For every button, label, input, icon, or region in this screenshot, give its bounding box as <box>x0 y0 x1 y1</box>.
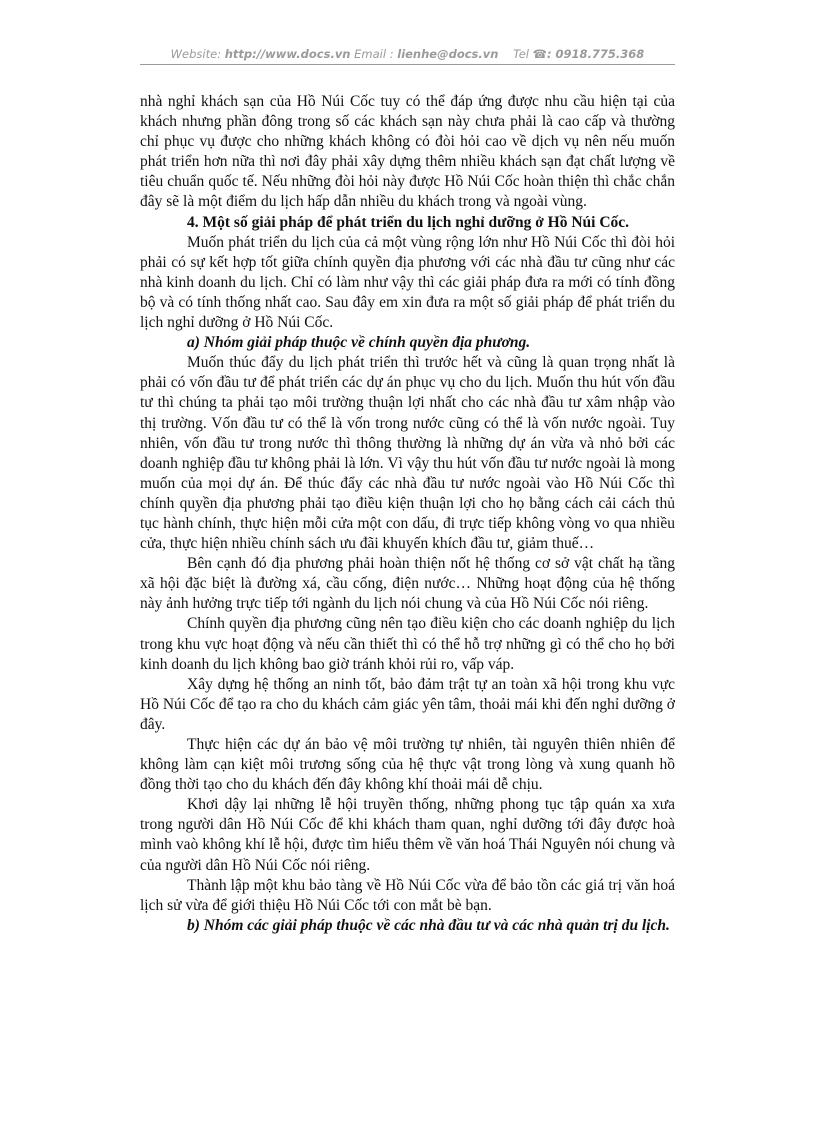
tel-number: : 0918.775.368 <box>546 47 645 61</box>
paragraph-9: Thành lập một khu bảo tàng về Hồ Núi Cốc vừa để bảo tồn các giá trị văn hoá lịch sử vừa để giới thiệu Hồ Núi Cốc tới con mắt bè bạn. <box>140 876 675 914</box>
paragraph-6: Xây dựng hệ thống an ninh tốt, bảo đảm trật tự an toàn xã hội trong khu vực Hồ Núi Cốc để tạo ra cho du khách cảm giác yên tâm, thoải mái khi đến nghỉ dưỡng ở đây. <box>140 675 675 733</box>
subheading-b: b) Nhóm các giải pháp thuộc về các nhà đầu tư và các nhà quản trị du lịch. <box>187 916 670 934</box>
tel-label: Tel <box>513 47 529 61</box>
paragraph-7: Thực hiện các dự án bảo vệ môi trường tự nhiên, tài nguyên thiên nhiên để không làm cạn kiệt môi trương sống của hệ thực vật trong lòng và xung quanh hồ đồng thời tạo cho du khách đến đây không khí thoải mái dễ chịu. <box>140 736 675 794</box>
paragraph-1: nhà nghỉ khách sạn của Hồ Núi Cốc tuy có thể đáp ứng được nhu cầu hiện tại của khách nhưng phần đông trong số các khách sạn này chưa phải là cao cấp và thường chỉ phục vụ được cho những khách không có đòi hỏi cao về dịch vụ nên nếu muốn phát triển hơn nữa thì nơi đây phải xây dựng thêm nhiều khách sạn đạt chất lượng về tiêu chuẩn quốc tế. Nếu những đòi hỏi này được Hồ Núi Cốc hoàn thiện thì chắc chắn đây sẽ là một điểm du lịch hấp dẫn nhiều du khách trong và ngoài vùng. <box>140 93 675 211</box>
paragraph-2: Muốn phát triển du lịch của cả một vùng rộng lớn như Hồ Núi Cốc thì đòi hỏi phải có sự kết hợp tốt giữa chính quyền địa phương với các nhà đầu tư cũng như các nhà kinh doanh du lịch. Chỉ có làm như vậy thì các giải pháp đưa ra mới có tính đồng bộ và có tính thống nhất cao. Sau đây em xin đưa ra một số giải pháp để phát triển du lịch nghỉ dưỡng ở Hồ Núi Cốc. <box>140 233 675 332</box>
paragraph-3: Muốn thúc đẩy du lịch phát triển thì trước hết và cũng là quan trọng nhất là phải có vốn đầu tư để phát triển các dự án phục vụ cho du lịch. Muốn thu hút vốn đầu tư thì chúng ta phải tạo môi trường thuận lợi nhất cho các nhà đầu tư xâm nhập vào thị trường. Vốn đầu tư có thể là vốn trong nước cũng có thể là vốn nước ngoài. Tuy nhiên, vốn đầu tư trong nước thì thông thường là những dự án vừa và nhỏ bởi các doanh nghiệp đầu tư không phải là lớn. Vì vậy thu hút vốn đầu tư nước ngoài là mong muốn của mọi dự án. Để thúc đẩy các nhà đầu tư nước ngoài vào Hồ Núi Cốc thì chính quyền địa phương phải tạo điều kiện thuận lợi cho họ bằng cách cải cách thủ tục hành chính, thực hiện mỗi cửa một con dấu, đi trực tiếp không vòng vo qua nhiều cửa, thực hiện nhiều chính sách ưu đãi khuyến khích đầu tư, giảm thuế… <box>140 354 675 553</box>
page-header <box>140 47 675 61</box>
header-divider <box>140 64 675 65</box>
subheading-a: a) Nhóm giải pháp thuộc về chính quyền địa phương. <box>187 334 531 352</box>
document-body <box>140 92 675 936</box>
website-link[interactable]: http://www.docs.vn <box>224 47 351 61</box>
section-heading-4: 4. Một số giải pháp để phát triển du lịch nghỉ dưỡng ở Hồ Núi Cốc. <box>187 213 630 231</box>
paragraph-4: Bên cạnh đó địa phương phải hoàn thiện nốt hệ thống cơ sở vật chất hạ tầng xã hội đặc biệt là đường xá, cầu cống, điện nước… Những hoạt động của hệ thống này ảnh hưởng trực tiếp tới ngành du lịch nói chung và của Hồ Núi Cốc nói riêng. <box>140 555 675 613</box>
phone-icon: ☎ <box>532 47 547 61</box>
website-label: Website: <box>170 47 222 61</box>
paragraph-8: Khơi dậy lại những lễ hội truyền thống, những phong tục tập quán xa xưa trong người dân Hồ Núi Cốc để khi khách tham quan, nghỉ dưỡng tới đây được hoà mình vaò không khí lễ hội, được tìm hiểu thêm về văn hoá Thái Nguyên nói chung và của người dân Hồ Núi Cốc nói riêng. <box>140 796 675 874</box>
email-label: Email : <box>354 47 394 61</box>
email-link[interactable]: lienhe@docs.vn <box>397 47 499 61</box>
paragraph-5: Chính quyền địa phương cũng nên tạo điều kiện cho các doanh nghiệp du lịch trong khu vực hoạt động và nếu cần thiết thì có thể hỗ trợ những gì có thể cho họ bởi kinh doanh du lịch không bao giờ tránh khỏi rủi ro, vấp váp. <box>140 615 675 673</box>
